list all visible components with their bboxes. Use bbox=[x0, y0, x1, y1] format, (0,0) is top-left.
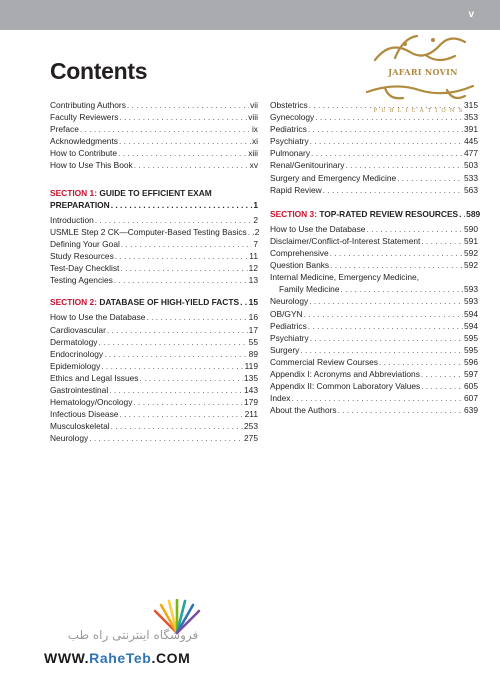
section-title: TOP-RATED REVIEW RESOURCES bbox=[319, 208, 459, 219]
section-2-list bbox=[50, 311, 258, 444]
toc-entry[interactable]: Study Resources . . . 11 bbox=[50, 250, 258, 262]
section-number: SECTION 2: bbox=[50, 297, 97, 308]
toc-entry[interactable]: How to Use the Database . . . 590 bbox=[270, 223, 478, 235]
page-title: Contents bbox=[50, 58, 148, 84]
toc-entry[interactable]: Cardiovascular . . . 17 bbox=[50, 324, 258, 336]
section-title: PREPARATION bbox=[50, 199, 110, 210]
toc-entry[interactable]: Psychiatry . . . 445 bbox=[270, 135, 478, 147]
toc-entry[interactable]: Commercial Review Courses . . . 596 bbox=[270, 356, 478, 368]
toc-entry[interactable]: Question Banks . . . 592 bbox=[270, 259, 478, 271]
section-heading[interactable] bbox=[50, 296, 258, 308]
shop-name: فروشگاه اینترنتی راه طب bbox=[67, 628, 199, 642]
toc-entry[interactable]: Pediatrics . . . 391 bbox=[270, 123, 478, 135]
section-1-list bbox=[50, 214, 258, 287]
toc-entry[interactable]: Musculoskeletal . . . 253 bbox=[50, 420, 258, 432]
toc-entry[interactable]: How to Use the Database . . . 16 bbox=[50, 311, 258, 323]
toc-entry[interactable]: Obstetrics . . . 315 bbox=[270, 99, 478, 111]
toc-entry[interactable]: Test-Day Checklist . . . 12 bbox=[50, 262, 258, 274]
section-title: GUIDE TO EFFICIENT EXAM bbox=[99, 187, 212, 198]
toc-entry[interactable]: Endocrinology . . . 89 bbox=[50, 348, 258, 360]
header-band bbox=[0, 0, 500, 30]
section-2-continued-list bbox=[270, 99, 478, 196]
toc-entry[interactable]: Comprehensive . . . 592 bbox=[270, 247, 478, 259]
toc-entry[interactable]: Index . . . 607 bbox=[270, 392, 478, 404]
toc-entry[interactable]: About the Authors . . . 639 bbox=[270, 404, 478, 416]
page-number: v bbox=[468, 9, 474, 20]
toc-entry[interactable]: Testing Agencies . . . 13 bbox=[50, 274, 258, 286]
toc-entry[interactable]: How to Use This Book . . . xv bbox=[50, 159, 258, 171]
toc-entry[interactable]: Acknowledgments . . . xi bbox=[50, 135, 258, 147]
toc-entry[interactable]: Contributing Authors . . . vii bbox=[50, 99, 258, 111]
toc-entry[interactable]: Preface . . . ix bbox=[50, 123, 258, 135]
toc-entry-continuation[interactable]: Family Medicine . . . 593 bbox=[270, 283, 478, 295]
toc-entry[interactable]: Defining Your Goal . . . 7 bbox=[50, 238, 258, 250]
section-heading[interactable] bbox=[50, 187, 258, 211]
logo-name: JAFARI NOVIN bbox=[388, 67, 458, 77]
toc-entry[interactable]: Psychiatry . . . 595 bbox=[270, 332, 478, 344]
toc-entry[interactable]: OB/GYN . . . 594 bbox=[270, 308, 478, 320]
toc-entry[interactable]: Faculty Reviewers . . . viii bbox=[50, 111, 258, 123]
toc-entry[interactable]: Pulmonary . . . 477 bbox=[270, 147, 478, 159]
toc-entry[interactable]: Appendix I: Acronyms and Abbreviations . . . 597 bbox=[270, 368, 478, 380]
toc-entry[interactable]: Pediatrics . . . 594 bbox=[270, 320, 478, 332]
toc-entry[interactable]: Disclaimer/Conflict-of-Interest Statement . . . 591 bbox=[270, 235, 478, 247]
section-3-list bbox=[270, 223, 478, 417]
section-page: 15 bbox=[248, 297, 258, 308]
toc-right-column bbox=[270, 99, 481, 416]
toc-left-column bbox=[50, 99, 258, 444]
toc-entry[interactable]: Neurology . . . 275 bbox=[50, 432, 258, 444]
toc-entry[interactable]: Surgery . . . 595 bbox=[270, 344, 478, 356]
toc-entry[interactable]: Infectious Disease . . . 211 bbox=[50, 408, 258, 420]
toc-entry[interactable]: Gynecology . . . 353 bbox=[270, 111, 478, 123]
front-matter-list bbox=[50, 99, 258, 172]
toc-entry[interactable]: Epidemiology . . . 119 bbox=[50, 360, 258, 372]
toc-entry[interactable]: Rapid Review . . . 563 bbox=[270, 184, 478, 196]
toc-entry[interactable]: Surgery and Emergency Medicine . . . 533 bbox=[270, 172, 478, 184]
toc-entry[interactable]: Gastrointestinal . . . 143 bbox=[50, 384, 258, 396]
section-number: SECTION 1: bbox=[50, 187, 97, 198]
section-page: 1 bbox=[253, 199, 258, 210]
shop-url[interactable]: WWW.RaheTeb.COM bbox=[44, 650, 191, 666]
toc-entry[interactable]: Dermatology . . . 55 bbox=[50, 336, 258, 348]
toc-entry[interactable]: How to Contribute . . . xiii bbox=[50, 147, 258, 159]
toc-entry[interactable]: Appendix II: Common Laboratory Values . . . 605 bbox=[270, 380, 478, 392]
toc-entry[interactable]: Introduction . . . 2 bbox=[50, 214, 258, 226]
section-heading[interactable] bbox=[270, 208, 481, 220]
toc-entry[interactable]: Ethics and Legal Issues . . . 135 bbox=[50, 372, 258, 384]
section-title: DATABASE OF HIGH-YIELD FACTS bbox=[99, 297, 240, 308]
toc-entry[interactable]: Internal Medicine, Emergency Medicine, bbox=[270, 272, 419, 283]
toc-entry[interactable]: Neurology . . . 593 bbox=[270, 295, 478, 307]
toc-entry[interactable]: Hematology/Oncology . . . 179 bbox=[50, 396, 258, 408]
logo-subtitle: PUBLICATIONS bbox=[373, 108, 467, 114]
section-page: 589 bbox=[466, 208, 481, 219]
section-number: SECTION 3: bbox=[270, 208, 317, 219]
toc-entry[interactable]: Renal/Genitourinary . . . 503 bbox=[270, 159, 478, 171]
toc-entry[interactable]: USMLE Step 2 CK—Computer-Based Testing Basics . . . 2 bbox=[50, 226, 258, 238]
